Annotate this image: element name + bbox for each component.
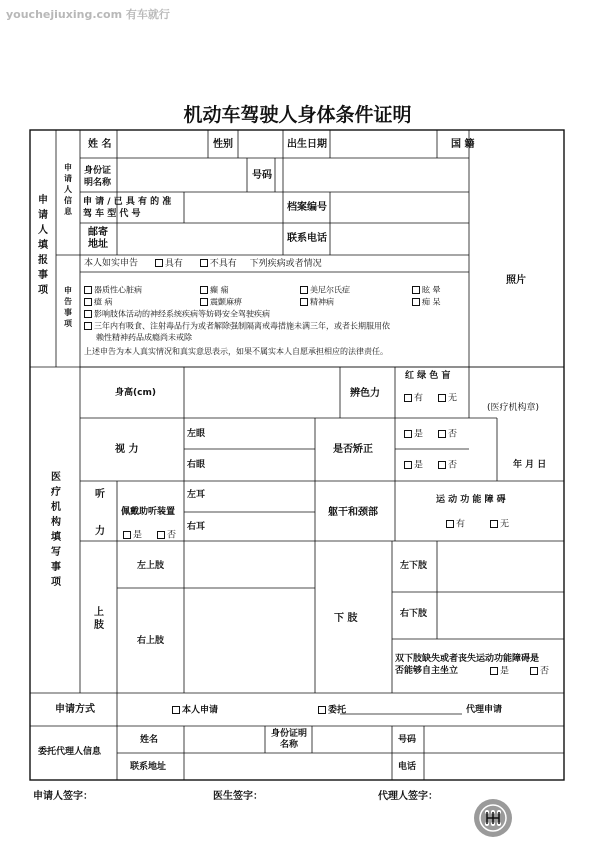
right-upper-label: 右上肢 [137,636,165,646]
photo-label: 照片 [506,275,526,286]
left-upper-label: 左上肢 [137,561,165,571]
motor-yes[interactable]: 有 [446,520,465,530]
left-corrected-yes[interactable]: 是 [404,430,423,440]
right-eye-label: 右眼 [187,460,206,470]
section-medical: 医疗机构填写事项 [51,472,61,588]
hearing-label-1: 听 [95,489,105,500]
doctor-signature: 医生签字： [213,791,263,802]
corrected-label: 是否矫正 [333,444,373,455]
applicant-signature: 申请人签字： [33,791,93,802]
right-corrected-yes[interactable]: 是 [404,461,423,471]
section-applicant-info: 申请人信息 [64,163,72,216]
birth-label: 出生日期 [287,139,327,150]
id-type-label: 身份证明名称 [84,166,112,188]
entrust-option[interactable]: 委托 [318,706,346,716]
not-have-checkbox[interactable] [200,259,208,267]
agent-addr-label: 联系地址 [130,762,167,772]
disease-6[interactable]: 震颤麻痹 [200,298,242,307]
self-apply-option[interactable]: 本人申请 [172,706,218,716]
hearing-label-2: 力 [95,526,105,537]
vision-label: 视 力 [115,444,139,455]
declaration-intro: 本人如实申告 具有 不具有 下列疾病或者情况 [84,258,322,269]
right-ear-label: 右耳 [187,522,206,532]
disease-8[interactable]: 痴 呆 [412,298,441,307]
agent-info-label: 委托代理人信息 [38,747,102,757]
disease-10[interactable]: 三年内有吸食、注射毒品行为或者解除强制隔离戒毒措施未满三年，或者长期服用依 [84,322,390,331]
height-label: 身高(cm) [115,388,156,398]
name-label: 姓 名 [88,139,112,150]
motor-no[interactable]: 无 [490,520,509,530]
right-corrected-no[interactable]: 否 [438,461,457,471]
disease-9[interactable]: 影响肢体活动的神经系统疾病等妨碍安全驾驶疾病 [84,310,270,319]
disease-10-cont: 赖性精神药品成瘾尚未戒除 [96,333,192,342]
gear-shift-logo-icon [474,799,512,837]
left-ear-label: 左耳 [187,490,206,500]
declaration-statement: 上述申告为本人真实情况和真实意思表示，如果不属实本人自愿承担相应的法律责任。 [84,347,388,356]
have-checkbox[interactable] [155,259,163,267]
left-corrected-no[interactable]: 否 [438,430,457,440]
colorblind-no[interactable]: 无 [438,394,457,404]
hearing-aid-no[interactable]: 否 [157,531,176,541]
right-lower-label: 右下肢 [400,609,428,619]
lower-question-yes[interactable]: 是 [490,667,509,677]
file-no-label: 档案编号 [287,202,327,213]
agent-id-type-label: 身份证明名称 [270,729,307,750]
page-title: 机动车驾驶人身体条件证明 [183,104,412,126]
upper-limb-label: 上肢 [94,607,104,631]
agent-tel-label: 电话 [398,762,417,772]
disease-2[interactable]: 癫 痫 [200,286,229,295]
date-label: 年 月 日 [513,460,547,470]
disease-4[interactable]: 眩 晕 [412,286,441,295]
watermark: youchejiuxing.com 有车就行 [6,8,170,21]
lower-limb-label: 下 肢 [334,613,358,624]
hearing-aid-yes[interactable]: 是 [123,531,142,541]
lower-question-no[interactable]: 否 [530,667,549,677]
trunk-label: 躯干和颈部 [328,507,378,518]
motor-label: 运 动 功 能 障 碍 [436,495,506,505]
postal-addr-label: 邮寄地址 [88,227,108,250]
agent-apply-label: 代理申请 [466,705,503,715]
color-label: 辨色力 [350,388,380,399]
sex-label: 性别 [213,139,233,150]
vehicle-type-label: 申 请 / 已 具 有 的 准 驾 车 型 代 号 [83,197,172,219]
id-no-label: 号码 [252,170,272,181]
agent-id-no-label: 号码 [398,735,417,745]
agent-name-label: 姓名 [140,735,159,745]
agent-signature: 代理人签字： [378,791,438,802]
phone-label: 联系电话 [287,233,327,244]
disease-5[interactable]: 癔 病 [84,298,113,307]
nationality-label: 国 籍 [451,139,475,150]
disease-3[interactable]: 美尼尔氏症 [300,286,350,295]
lower-question-2: 否能够自主坐立 [395,666,459,676]
section-applicant: 申请人填报事项 [38,195,48,296]
disease-1[interactable]: 器质性心脏病 [84,286,142,295]
colorblind-label: 红 绿 色 盲 [405,371,451,381]
left-eye-label: 左眼 [187,429,206,439]
section-declaration: 申告事项 [64,286,72,328]
lower-question-1: 双下肢缺失或者丧失运动功能障碍是 [395,654,540,664]
left-lower-label: 左下肢 [400,561,428,571]
apply-method-label: 申请方式 [55,704,95,715]
hearing-aid-label: 佩戴助听装置 [121,507,176,517]
disease-7[interactable]: 精神病 [300,298,334,307]
colorblind-yes[interactable]: 有 [404,394,423,404]
stamp-label: (医疗机构章) [487,403,540,413]
